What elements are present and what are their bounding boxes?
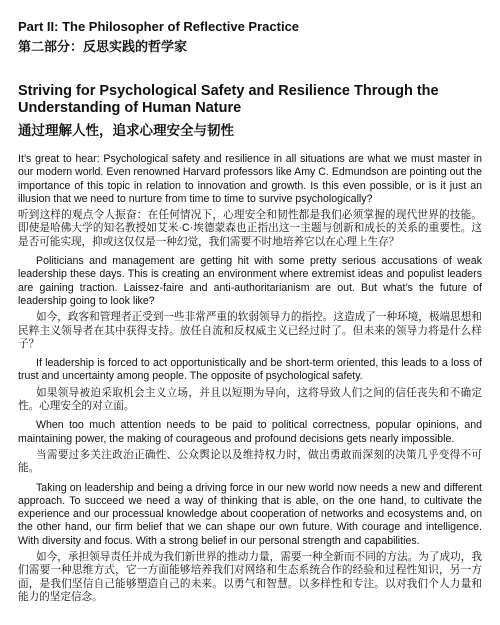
part-heading-english: Part II: The Philosopher of Reflective Practice xyxy=(18,19,300,34)
paragraph-chinese: 如今，政客和管理者正受到一些非常严重的软弱领导力的指控。这造成了一种环境，极端思想和民粹主义领导者在其中获得支持。放任自流和反权威主义已经过时了。但未来的领导力将是什么样子？ xyxy=(18,311,482,350)
paragraph-english: Politicians and management are getting hit with some pretty serious accusations of weak leadership these days. This is creating an environment where extremist ideas and populist leaders are gaining traction. Laissez-faire and anti-authoritarianism are out. But what’s the future of leadership going to look like? xyxy=(18,255,482,307)
paragraph-english: If leadership is forced to act opportunistically and be short-term oriented, this leads to a loss of trust and uncertainty among people. The opposite of psychological safety. xyxy=(18,357,482,383)
chapter-title-english: Striving for Psychological Safety and Resilience Through the Understanding of Human Nature xyxy=(18,83,439,116)
paragraph-chinese: 如果领导被迫采取机会主义立场，并且以短期为导向，这将导致人们之间的信任丧失和不确定性。心理安全的对立面。 xyxy=(18,386,482,413)
paragraph-english: When too much attention needs to be paid to political correctness, popular opinions, and maintaining power, the making of courageous and profound decisions gets nearly impossible. xyxy=(18,419,482,445)
paragraph-english: Taking on leadership and being a driving force in our new world now needs a new and different approach. To succeed we need a way of thinking that is able, on the one hand, to cultivate the experience and our processual knowledge about cooperation of networks and ecosystems and, on the other hand, our firm belief that we can shape our own future. With courage and intelligence. With diversity and focus. With a strong belief in our personal strength and capabilities. xyxy=(18,481,482,547)
paragraph-chinese: 听到这样的观点令人振奋：在任何情况下，心理安全和韧性都是我们必须掌握的现代世界的技能。即使是哈佛大学的知名教授如艾米·C·埃德蒙森也正指出这一主题与创新和成长的关系的重要性。这是否可能实现，抑或这仅仅是一种幻觉，我们需要不时地培养它以在心理上生存？ xyxy=(18,209,482,248)
part-heading-chinese: 第二部分：反思实践的哲学家 xyxy=(18,39,188,54)
paragraph-english: It’s great to hear: Psychological safety and resilience in all situations are what we must master in our modern world. Even renowned Harvard professors like Amy C. Edmundson are pointing out the importance of this topic in relation to innovation and growth. Is this even possible, or is it just an illusion that we need to nurture from time to time to survive psychologically? xyxy=(18,153,483,205)
paragraph-chinese: 当需要过多关注政治正确性、公众舆论以及维持权力时，做出勇敢而深刻的决策几乎变得不可能。 xyxy=(18,448,482,475)
document-body xyxy=(18,153,482,604)
chapter-title-chinese: 通过理解人性，追求心理安全与韧性 xyxy=(18,123,234,138)
paragraph-chinese: 如今，承担领导责任并成为我们新世界的推动力量，需要一种全新而不同的方法。为了成功，我们需要一种思维方式，它一方面能够培养我们对网络和生态系统合作的经验和过程性知识，另一方面，是我们坚信自己能够塑造自己的未来。以勇气和智慧。以多样性和专注。以对我们个人力量和能力的坚定信念。 xyxy=(18,551,482,603)
